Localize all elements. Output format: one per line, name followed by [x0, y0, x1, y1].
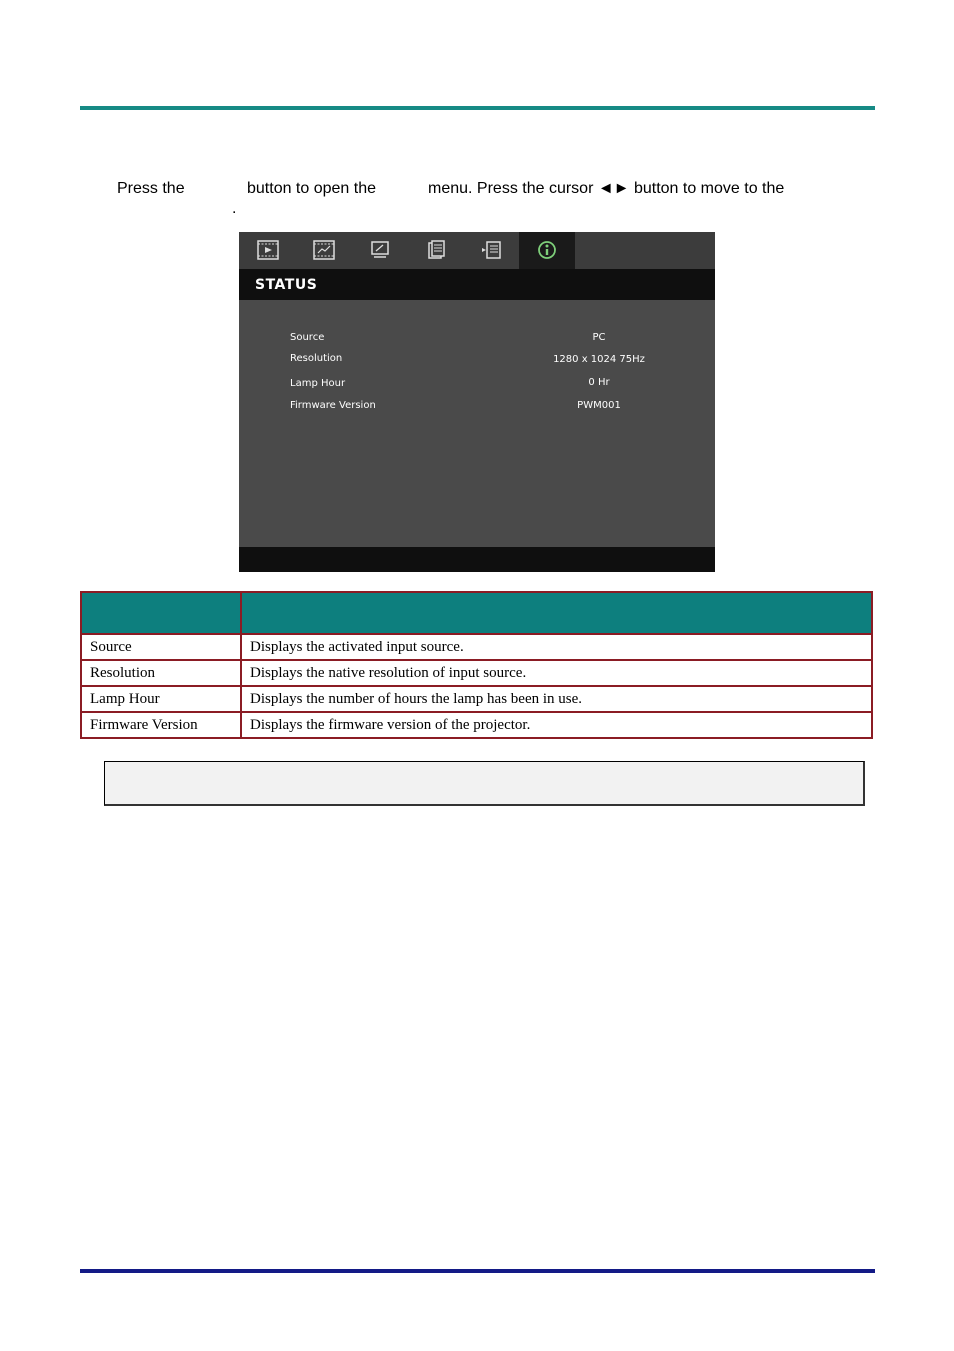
- table-cell-item: Source: [81, 634, 241, 660]
- header-rule: [80, 106, 875, 110]
- table-cell-description: Displays the number of hours the lamp has been in use.: [241, 686, 872, 712]
- intro-text-part3: menu. Press the cursor ◄► button to move to the: [428, 180, 785, 197]
- osd-value-lamp-hour: 0 Hr: [588, 377, 610, 388]
- intro-text-part2: button to open the: [247, 180, 376, 197]
- note-box: [104, 761, 865, 806]
- osd-value-firmware-version: PWM001: [577, 400, 621, 411]
- osd-title: STATUS: [255, 277, 318, 293]
- osd-label-resolution: Resolution: [290, 353, 343, 364]
- osd-label-firmware-version: Firmware Version: [290, 400, 376, 411]
- advanced-tab-icon: [463, 232, 519, 269]
- table-cell-description: Displays the native resolution of input source.: [241, 660, 872, 686]
- osd-value-source: PC: [592, 332, 606, 343]
- setup-tab-icon: [407, 232, 463, 269]
- osd-footer-bar: [239, 547, 715, 572]
- table-row: [81, 660, 872, 686]
- status-items-table: [80, 591, 873, 739]
- table-header-row: [81, 592, 872, 634]
- table-cell-description: Displays the firmware version of the projector.: [241, 712, 872, 738]
- osd-tab-bar: [239, 232, 715, 269]
- table-row: [81, 634, 872, 660]
- table-header-item: [81, 592, 241, 634]
- osd-label-source: Source: [290, 332, 325, 343]
- osd-status-screenshot: [239, 232, 715, 572]
- footer-rule: [80, 1269, 875, 1273]
- osd-label-lamp-hour: Lamp Hour: [290, 378, 346, 389]
- table-row: [81, 712, 872, 738]
- table-cell-description: Displays the activated input source.: [241, 634, 872, 660]
- osd-value-resolution: 1280 x 1024 75Hz: [553, 354, 645, 365]
- computer-tab-icon: [295, 232, 351, 269]
- intro-text-line2: .: [232, 200, 237, 217]
- table-cell-item: Firmware Version: [81, 712, 241, 738]
- table-row: [81, 686, 872, 712]
- image-tab-icon: [239, 232, 295, 269]
- table-cell-item: Lamp Hour: [81, 686, 241, 712]
- video-tab-icon: [351, 232, 407, 269]
- table-header-description: [241, 592, 872, 634]
- intro-text-part1: Press the: [117, 180, 185, 197]
- status-tab-icon: [519, 232, 575, 269]
- table-cell-item: Resolution: [81, 660, 241, 686]
- osd-title-bar: [239, 269, 715, 300]
